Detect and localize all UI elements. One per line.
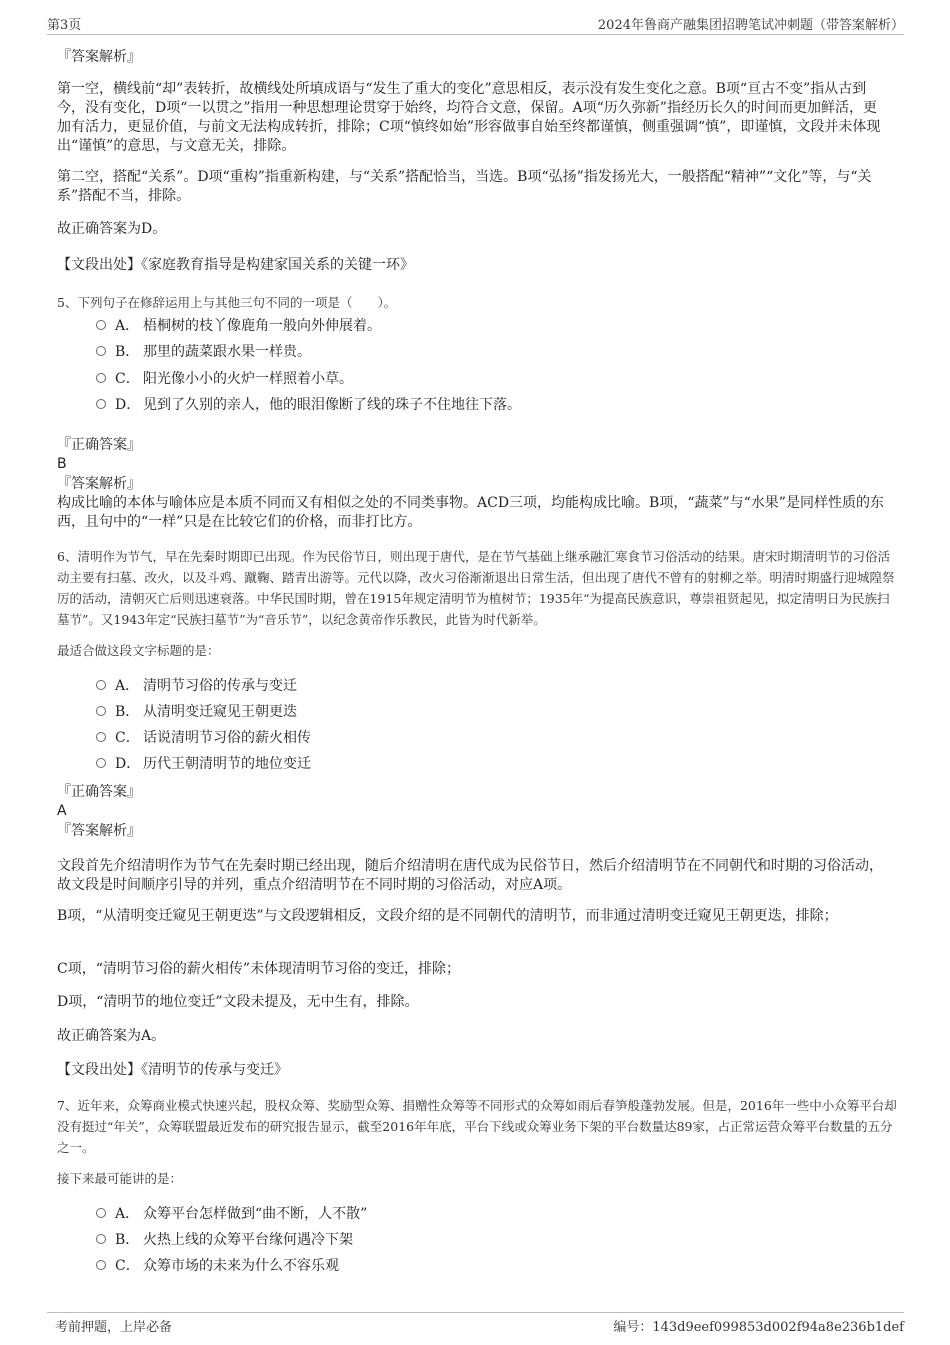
q4-analysis-para1: 第一空，横线前“却”表转折，故横线处所填成语与“发生了重大的变化”意思相反，表示没有发生变化之意。B项“亘古不变”指从古到今，没有变化，D项“一以贯之”指用一种思想理论贯穿于始终，均符合文意，保留。A项“历久弥新”指经历长久的时间而更加鲜活，更加有活力，更显价值，与前文无法构成转折，排除；C项“慎终如始”形容做事自始至终都谨慎，侧重强调“慎”，即谨慎，文段并未体现出“谨慎”的意思，与文意无关，排除。 [57, 81, 881, 154]
q6-answer: A [57, 803, 67, 819]
q7-option-a[interactable]: A． 众筹平台怎样做到“曲不断，人不散” [96, 1205, 367, 1224]
page-footer [47, 1312, 904, 1337]
radio-icon[interactable] [96, 399, 106, 409]
q4-analysis-para2: 第二空，搭配“关系”。D项“重构”指重新构建，与“关系”搭配恰当，当选。B项“弘扬”指发扬光大，一般搭配“精神”“文化”等，与“关系”搭配不当，排除。 [57, 169, 872, 204]
q5-stem: 5、下列句子在修辞运用上与其他三句不同的一项是（ ）。 [57, 295, 397, 310]
radio-icon[interactable] [96, 1208, 106, 1218]
radio-icon[interactable] [96, 1234, 106, 1244]
document-title: 2024年鲁商产融集团招聘笔试冲刺题（带答案解析） [597, 18, 904, 33]
q5-option-d[interactable]: D． 见到了久别的亲人，他的眼泪像断了线的珠子不住地往下落。 [96, 396, 521, 415]
q5-option-c[interactable]: C． 阳光像小小的火炉一样照着小草。 [96, 370, 353, 389]
q5-analysis-title: 『答案解析』 [57, 476, 141, 492]
document-id: 编号：143d9eef099853d002f94a8e236b1def [613, 1320, 904, 1335]
q6-analysis-title: 『答案解析』 [57, 823, 141, 839]
q7-option-c[interactable]: C． 众筹市场的未来为什么不容乐观 [96, 1257, 339, 1276]
q6-source: 【文段出处】《清明节的传承与变迁》 [57, 1062, 288, 1078]
q6-answer-title: 『正确答案』 [57, 784, 141, 800]
q6-analysis-para2: B项，“从清明变迁窥见王朝更迭”与文段逻辑相反，文段介绍的是不同朝代的清明节，而非通过清明变迁窥见王朝更迭，排除； [57, 908, 838, 924]
q4-source: 【文段出处】《家庭教育指导是构建家国关系的关键一环》 [57, 257, 414, 273]
q6-option-d[interactable]: D． 历代王朝清明节的地位变迁 [96, 755, 311, 774]
radio-icon[interactable] [96, 680, 106, 690]
q7-stem: 7、近年来，众筹商业模式快速兴起，股权众筹、奖励型众筹、捐赠性众筹等不同形式的众筹如雨后春笋般蓬勃发展。但是，2016年一些中小众筹平台却没有挺过“年关”，众筹联盟最近发布的研究报告显示，截至2016年年底，平台下线或众筹业务下架的平台数量达89家，占正常运营众筹平台数量的五分之一。 [57, 1098, 897, 1155]
q6-analysis-para3: C项，“清明节习俗的薪火相传”未体现清明节习俗的变迁，排除； [57, 961, 461, 977]
q5-option-b[interactable]: B． 那里的蔬菜跟水果一样贵。 [96, 343, 311, 362]
q5-option-a[interactable]: A． 梧桐树的枝丫像鹿角一般向外伸展着。 [96, 317, 381, 336]
q6-analysis-para1: 文段首先介绍清明作为节气在先秦时期已经出现，随后介绍清明在唐代成为民俗节日，然后介绍清明节在不同朝代和时期的习俗活动，故文段是时间顺序引导的并列，重点介绍清明节在不同时期的习俗活动，对应A项。 [57, 858, 883, 893]
page-header [47, 12, 904, 35]
q6-analysis-para4: D项，“清明节的地位变迁”文段未提及，无中生有，排除。 [57, 994, 419, 1010]
q5-analysis: 构成比喻的本体与喻体应是本质不同而又有相似之处的不同类事物。ACD三项，均能构成比喻。B项，“蔬菜”与“水果”是同样性质的东西，且句中的“一样”只是在比较它们的价格，而非打比方。 [57, 495, 884, 530]
q6-option-b[interactable]: B． 从清明变迁窥见王朝更迭 [96, 703, 297, 722]
q4-analysis-title: 『答案解析』 [57, 49, 141, 65]
q6-option-a[interactable]: A． 清明节习俗的传承与变迁 [96, 677, 297, 696]
radio-icon[interactable] [96, 346, 106, 356]
q6-conclusion: 故正确答案为A。 [57, 1028, 166, 1044]
q6-stem: 6、清明作为节气，早在先秦时期即已出现。作为民俗节日，则出现于唐代，是在节气基础上继承融汇寒食节习俗活动的结果。唐宋时期清明节的习俗活动主要有扫墓、改火，以及斗鸡、蹴鞠、踏青出游等。元代以降，改火习俗渐渐退出日常生活，但出现了唐代不曾有的射柳之举。明清时期盛行迎城隍祭厉的活动，清朝灭亡后则迅速衰落。中华民国时期，曾在1915年规定清明节为植树节；1935年“为提高民族意识，尊崇祖贤起见，拟定清明日为民族扫墓节”。又1943年定“民族扫墓节”为“音乐节”，以纪念黄帝作乐教民，此皆为时代新举。 [57, 549, 895, 627]
q4-conclusion: 故正确答案为D。 [57, 221, 167, 237]
footer-slogan: 考前押题，上岸必备 [55, 1320, 173, 1335]
q7-option-b[interactable]: B． 火热上线的众筹平台缘何遇冷下架 [96, 1231, 353, 1250]
q5-answer-title: 『正确答案』 [57, 437, 141, 453]
radio-icon[interactable] [96, 706, 106, 716]
q6-question: 最适合做这段文字标题的是： [57, 643, 220, 658]
q6-option-c[interactable]: C． 话说清明节习俗的薪火相传 [96, 729, 311, 748]
q7-question: 接下来最可能讲的是： [57, 1171, 183, 1186]
radio-icon[interactable] [96, 1260, 106, 1270]
radio-icon[interactable] [96, 732, 106, 742]
page-number: 第3页 [47, 18, 82, 33]
radio-icon[interactable] [96, 373, 106, 383]
q5-answer: B [57, 456, 67, 472]
radio-icon[interactable] [96, 320, 106, 330]
radio-icon[interactable] [96, 758, 106, 768]
